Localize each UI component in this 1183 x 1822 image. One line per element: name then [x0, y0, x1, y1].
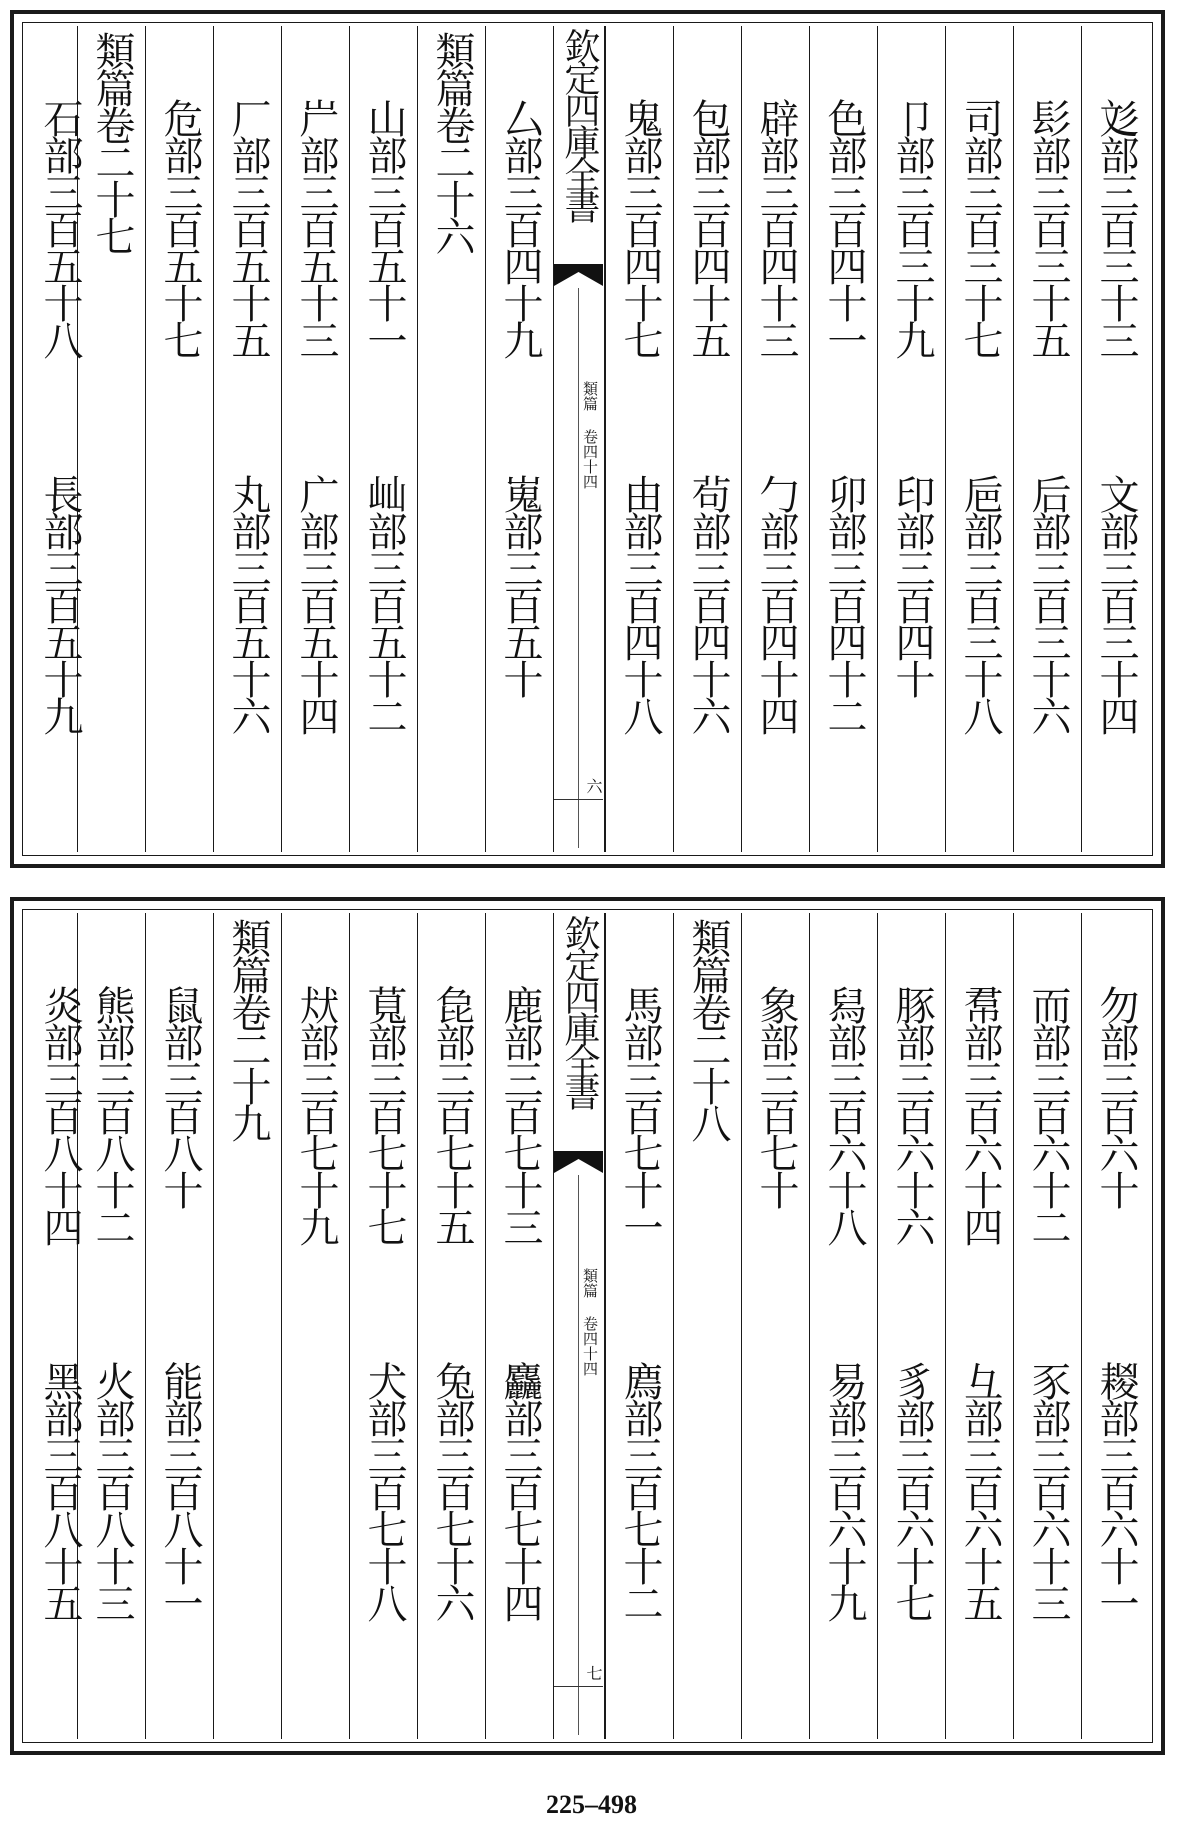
radical-entry: 㹜部三百七十九 — [293, 985, 339, 1244]
radical-entry: 茍部三百四十六 — [685, 474, 731, 733]
radical-entry: 象部三百七十 — [753, 985, 799, 1207]
text-column — [213, 26, 281, 852]
radical-entry: 易部三百六十九 — [821, 1361, 867, 1620]
upper-columns — [26, 26, 1149, 852]
text-column — [605, 913, 673, 1739]
lower-page — [10, 897, 1165, 1755]
text-column — [877, 26, 945, 852]
radical-entry: 彣部三百三十三 — [1093, 98, 1139, 357]
radical-entry: 鹿部三百七十三 — [497, 985, 543, 1244]
text-column — [809, 913, 877, 1739]
center-fold — [553, 913, 605, 1739]
radical-entry: 屵部三百五十三 — [293, 98, 339, 357]
radical-entry: 豕部三百六十三 — [1025, 1361, 1071, 1620]
fishtail-mark-icon — [554, 264, 603, 286]
center-fold — [553, 26, 605, 852]
page-number: 七 — [584, 1665, 603, 1681]
text-column — [945, 26, 1013, 852]
radical-entry: 勹部三百四十四 — [753, 474, 799, 733]
radical-entry: 屾部三百五十二 — [361, 474, 407, 733]
text-column — [877, 913, 945, 1739]
text-column — [349, 913, 417, 1739]
book-title: 欽定四庫全書 — [559, 915, 600, 1107]
fishtail-mark-icon — [554, 1151, 603, 1173]
radical-entry: 犬部三百七十八 — [361, 1361, 407, 1620]
radical-entry: 危部三百五十七 — [157, 98, 203, 357]
radical-entry: 熊部三百八十二 — [89, 985, 135, 1244]
text-column — [485, 913, 553, 1739]
radical-entry: 馬部三百七十一 — [617, 985, 663, 1244]
volume-heading: 類篇卷二十八 — [685, 918, 731, 1140]
text-column — [741, 913, 809, 1739]
radical-entry: 色部三百四十一 — [821, 98, 867, 357]
radical-entry: 而部三百六十二 — [1025, 985, 1071, 1244]
text-column — [281, 26, 349, 852]
radical-entry: 廌部三百七十二 — [617, 1361, 663, 1620]
page-number-rule — [554, 799, 603, 800]
radical-entry: 广部三百五十四 — [293, 474, 339, 733]
radical-entry: 嵬部三百五十 — [497, 474, 543, 696]
radical-entry: 舄部三百六十八 — [821, 985, 867, 1244]
radical-entry: 勿部三百六十 — [1093, 985, 1139, 1207]
radical-entry: 萈部三百七十七 — [361, 985, 407, 1244]
radical-entry: 麤部三百七十四 — [497, 1361, 543, 1620]
page-number: 六 — [584, 778, 603, 794]
radical-entry: 帬部三百六十四 — [957, 985, 1003, 1244]
text-column — [1013, 913, 1081, 1739]
radical-entry: 卯部三百四十二 — [821, 474, 867, 733]
book-title: 欽定四庫全書 — [559, 28, 600, 220]
volume-heading: 類篇卷二十七 — [89, 31, 135, 253]
radical-entry: 文部三百三十四 — [1093, 474, 1139, 733]
fold-guide-line — [578, 288, 579, 848]
radical-entry: 㲋部三百七十五 — [429, 985, 475, 1244]
page-footer-number: 225–498 — [546, 1790, 637, 1819]
text-column — [741, 26, 809, 852]
radical-entry: 豸部三百六十七 — [889, 1361, 935, 1620]
radical-entry: 印部三百四十 — [889, 474, 935, 696]
text-column — [673, 913, 741, 1739]
volume-heading: 類篇卷二十九 — [225, 918, 271, 1140]
radical-entry: 能部三百八十一 — [157, 1361, 203, 1620]
radical-entry: 鼠部三百八十 — [157, 985, 203, 1207]
radical-entry: 山部三百五十一 — [361, 98, 407, 357]
radical-entry: 司部三百三十七 — [957, 98, 1003, 357]
radical-entry: 彑部三百六十五 — [957, 1361, 1003, 1620]
radical-entry: 由部三百四十八 — [617, 474, 663, 733]
text-column — [26, 913, 83, 1739]
radical-entry: 丸部三百五十六 — [225, 474, 271, 733]
radical-entry: 包部三百四十五 — [685, 98, 731, 357]
text-column — [485, 26, 553, 852]
text-column — [213, 913, 281, 1739]
radical-entry: 豚部三百六十六 — [889, 985, 935, 1244]
fold-guide-line — [578, 1175, 579, 1735]
radical-entry: 厂部三百五十五 — [225, 98, 271, 357]
chapter-label: 類篇 卷四十四 — [581, 381, 599, 489]
text-column — [1081, 26, 1149, 852]
text-column — [1013, 26, 1081, 852]
radical-entry: 后部三百三十六 — [1025, 474, 1071, 733]
radical-entry: 石部三百五十八 — [37, 98, 83, 357]
radical-entry: 長部三百五十九 — [37, 474, 83, 733]
upper-page — [10, 10, 1165, 868]
text-column — [673, 26, 741, 852]
text-column — [417, 913, 485, 1739]
text-column — [349, 26, 417, 852]
volume-heading: 類篇卷二十六 — [429, 31, 475, 253]
radical-entry: 厶部三百四十九 — [497, 98, 543, 357]
radical-entry: 巵部三百三十八 — [957, 474, 1003, 733]
radical-entry: 炎部三百八十四 — [37, 985, 83, 1244]
text-column — [26, 26, 83, 852]
radical-entry: 髟部三百三十五 — [1025, 98, 1071, 357]
text-column — [945, 913, 1013, 1739]
text-column — [145, 26, 213, 852]
page-number-rule — [554, 1686, 603, 1687]
radical-entry: 卩部三百三十九 — [889, 98, 935, 357]
radical-entry: 鬼部三百四十七 — [617, 98, 663, 357]
radical-entry: 辟部三百四十三 — [753, 98, 799, 357]
text-column — [145, 913, 213, 1739]
text-column — [605, 26, 673, 852]
text-column — [281, 913, 349, 1739]
lower-columns — [26, 913, 1149, 1739]
text-column — [1081, 913, 1149, 1739]
radical-entry: 䎫部三百六十一 — [1093, 1361, 1139, 1620]
radical-entry: 兔部三百七十六 — [429, 1361, 475, 1620]
text-column — [417, 26, 485, 852]
chapter-label: 類篇 卷四十四 — [581, 1268, 599, 1376]
radical-entry: 火部三百八十三 — [89, 1361, 135, 1620]
radical-entry: 黑部三百八十五 — [37, 1361, 83, 1620]
text-column — [809, 26, 877, 852]
